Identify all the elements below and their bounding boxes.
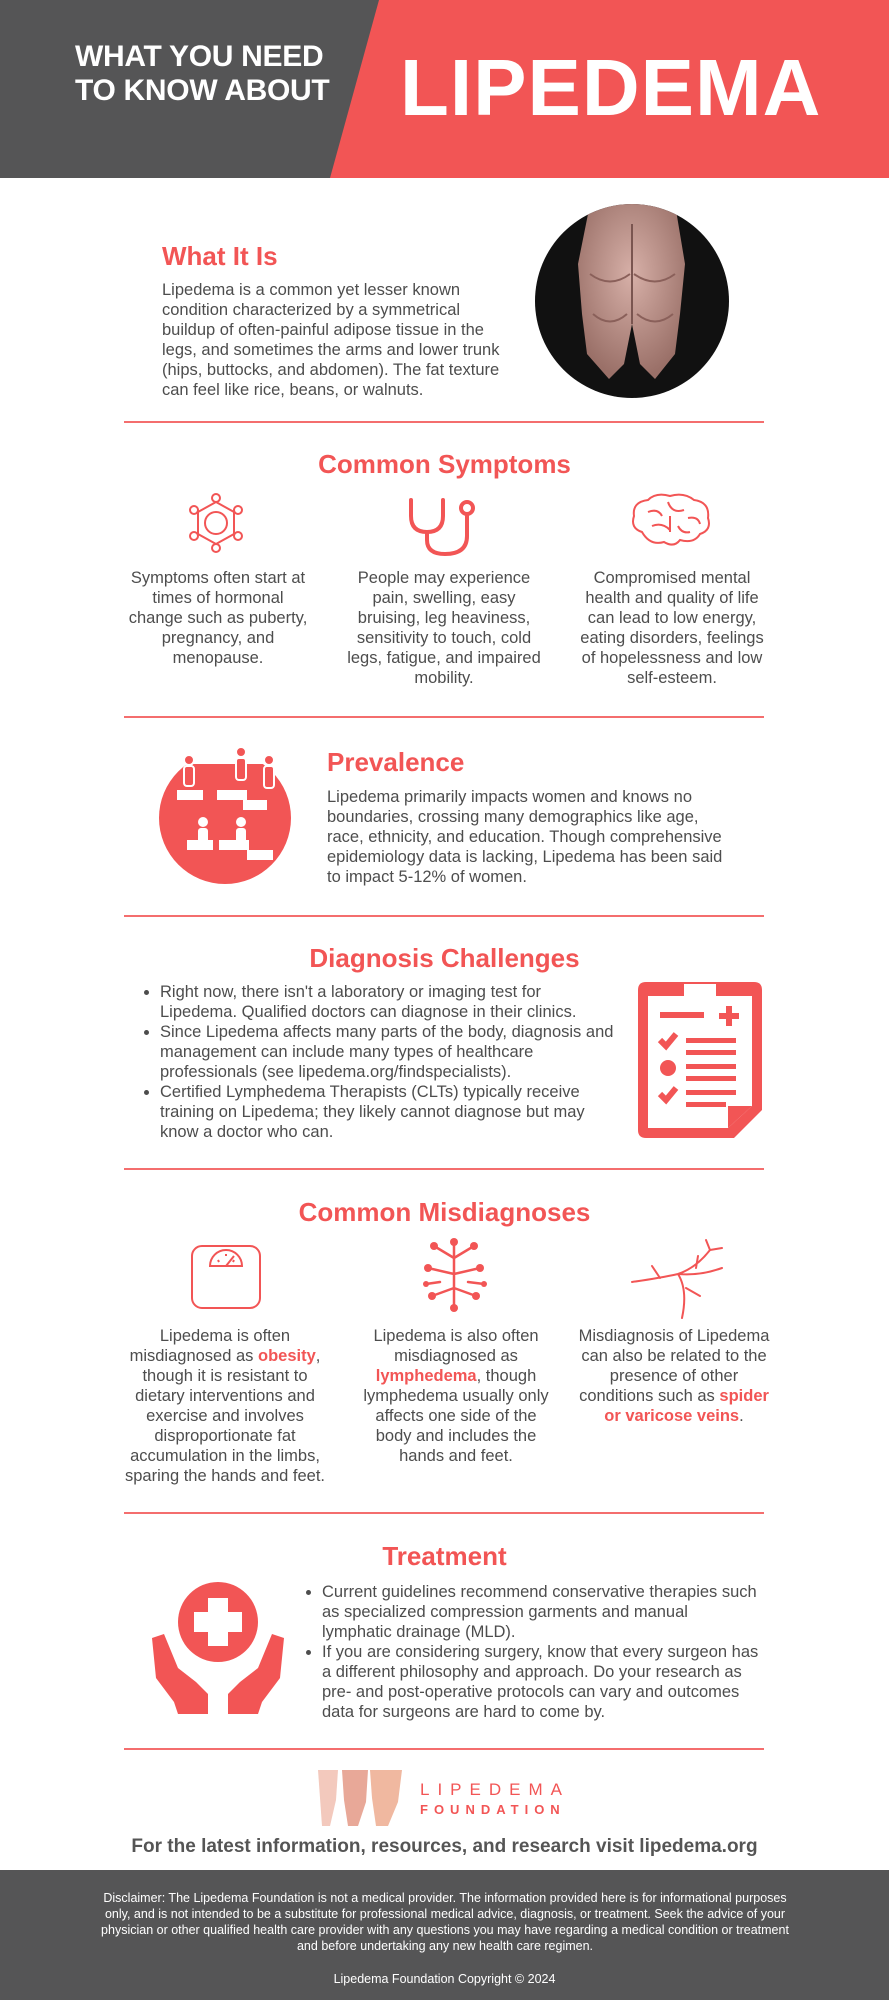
legs-photo-drawing xyxy=(535,204,729,398)
visit-website-text: For the latest information, resources, and research visit lipedema.org xyxy=(131,1836,758,1857)
weight-scale-icon xyxy=(190,1240,262,1312)
brain-icon xyxy=(628,492,714,554)
diagnosis-bullet-list xyxy=(140,982,620,1142)
hormone-molecule-icon xyxy=(185,492,247,554)
divider xyxy=(124,1512,764,1514)
logo-line1: LIPEDEMA xyxy=(420,1780,570,1799)
divider xyxy=(124,716,764,718)
divider xyxy=(124,421,764,423)
diagnosis-bullet-lab: • Right now, there isn't a laboratory or imaging test for Lipedema. Qualified doctors can diagnose in their clinics. xyxy=(160,982,620,1022)
treatment-bullet-list xyxy=(302,1582,762,1722)
copyright-text: Lipedema Foundation Copyright © 2024 xyxy=(333,1972,556,1986)
clipboard-checklist-icon xyxy=(638,982,762,1138)
misdiagnosis-lymphedema-text xyxy=(356,1326,556,1466)
misdiagnosis-lymphedema-post: , though lymphedema usually only affects one side of the body and includes the hands and feet. xyxy=(363,1367,549,1465)
diagnosis-bullet-clt: • Certified Lymphedema Therapists (CLTs) typically receive training on Lipedema; they likely cannot diagnose but may know a doctor who can. xyxy=(160,1082,620,1142)
misdiagnosis-obesity-post: , though it is resistant to dietary interventions and exercise and involves disproportionate fat accumulation in the limbs, sparing the hands and feet. xyxy=(125,1347,325,1485)
misdiagnosis-obesity-text xyxy=(116,1326,334,1486)
divider xyxy=(124,1168,764,1170)
misdiagnosis-lymphedema-pre: Lipedema is also often misdiagnosed as xyxy=(373,1327,539,1365)
divider xyxy=(124,1748,764,1750)
misdiagnosis-lymphedema-highlight: lymphedema xyxy=(375,1367,477,1385)
symptom-text-mental: Compromised mental health and quality of life can lead to low energy, eating disorders, feelings of hopelessness and low self-esteem. xyxy=(580,569,764,687)
medical-cross-hands-icon xyxy=(148,1578,288,1716)
treatment-bullet-conservative: • Current guidelines recommend conservative therapies such as specialized compression garments and manual lymphatic drainage (MLD). xyxy=(322,1582,762,1642)
disclaimer-text: Disclaimer: The Lipedema Foundation is not a medical provider. The information provided here is for informational purposes only, and is not intended to be a substitute for professional medical advice, diagnosis, or treatment. Seek the advice of your physician or other qualified health care provider with any questions you may have regarding a medical condition or treatment and before undertaking any new health care regimen. xyxy=(101,1891,789,1953)
footer xyxy=(0,1870,889,2000)
misdiagnosis-obesity-pre: Lipedema is often misdiagnosed as xyxy=(129,1327,291,1365)
logo-legs-mark xyxy=(312,1768,412,1830)
treatment-heading: Treatment xyxy=(382,1541,507,1571)
misdiagnosis-obesity-highlight: obesity xyxy=(258,1347,316,1365)
prevalence-heading: Prevalence xyxy=(327,747,465,777)
diagnosis-bullet-specialists: • Since Lipedema affects many parts of the body, diagnosis and management can include many types of healthcare professionals (see lipedema.org/findspecialists). xyxy=(160,1022,620,1082)
treatment-bullet-surgery: • If you are considering surgery, know that every surgeon has a different philosophy and approach. Do your research as pre- and post-operative protocols can vary and outcomes data for surgeons are hard to come by. xyxy=(322,1642,762,1722)
header-title: LIPEDEMA xyxy=(400,43,822,132)
varicose-vein-icon xyxy=(630,1238,726,1320)
what-it-is-heading: What It Is xyxy=(162,241,278,271)
diagnosis-heading: Diagnosis Challenges xyxy=(309,943,580,973)
prevalence-people-icon xyxy=(157,740,293,886)
header-subtitle: WHAT YOU NEED TO KNOW ABOUT xyxy=(75,40,330,107)
misdiagnosis-veins-text xyxy=(576,1326,772,1426)
lipedema-legs-photo xyxy=(535,204,729,398)
divider xyxy=(124,915,764,917)
stethoscope-icon xyxy=(405,496,485,558)
misdiagnosis-veins-post: . xyxy=(739,1407,744,1425)
logo-line2: FOUNDATION xyxy=(420,1802,566,1817)
prevalence-text: Lipedema primarily impacts women and knows no boundaries, crossing many demographics like age, race, ethnicity, and education. Though comprehensive epidemiology data is lacking, Lipedema has been said to impact 5-12% of women. xyxy=(327,788,723,886)
symptom-text-hormonal: Symptoms often start at times of hormonal change such as puberty, pregnancy, and menopause. xyxy=(128,569,308,667)
symptoms-heading: Common Symptoms xyxy=(318,449,571,479)
misdiagnoses-heading: Common Misdiagnoses xyxy=(298,1197,591,1227)
what-it-is-text: Lipedema is a common yet lesser known condition characterized by a symmetrical buildup of often-painful adipose tissue in the legs, and sometimes the arms and lower trunk (hips, buttocks, and abdomen). The fat texture can feel like rice, beans, or walnuts. xyxy=(162,281,500,399)
misdiagnosis-veins-highlight: spider or varicose veins xyxy=(604,1387,769,1425)
symptom-text-physical: People may experience pain, swelling, easy bruising, leg heaviness, sensitivity to touch, cold legs, fatigue, and impaired mobility. xyxy=(347,569,541,687)
misdiagnosis-veins-pre: Misdiagnosis of Lipedema can also be related to the presence of other conditions such as xyxy=(578,1327,770,1405)
lymph-node-icon xyxy=(418,1238,490,1314)
lipedema-foundation-logo xyxy=(312,1768,412,1830)
